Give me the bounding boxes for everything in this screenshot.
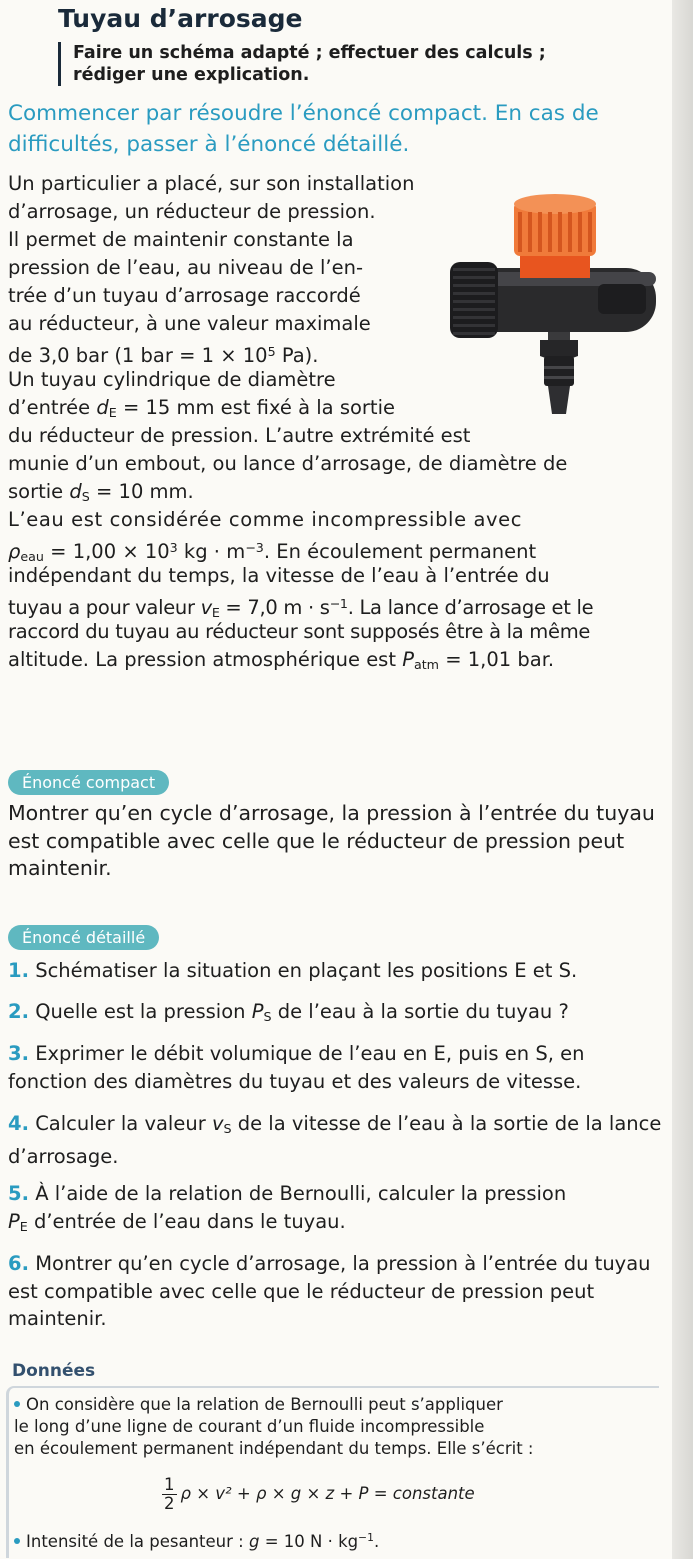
bullet-icon (14, 1401, 20, 1407)
statement-line: Un particulier a placé, sur son installation (8, 172, 415, 195)
question-5: 5. À l’aide de la relation de Bernoulli, calculer la pression $P_E$ d’entrée de l’eau dans le tuyau. (8, 1182, 567, 1234)
question-6: 6. Montrer qu’en cycle d’arrosage, la pression à l’entrée du tuyau est compatible avec celle que le réducteur de pression peut maintenir. (8, 1252, 651, 1330)
bernoulli-equation: $\frac{1}{2}$ ρ × v² + ρ × g × z + P = constante (164, 1475, 475, 1513)
compact-statement-badge: Énoncé compact (8, 770, 169, 795)
one-half-fraction: $\frac{1}{2}$ (164, 1475, 175, 1513)
page-title: Tuyau d’arrosage (58, 4, 303, 33)
pressure-reducer-image (448, 190, 670, 430)
bullet-icon (14, 1538, 20, 1544)
data-line: en écoulement permanent indépendant du temps. Elle s’écrit : (14, 1439, 534, 1458)
question-2: 2. Quelle est la pression $P_S$ de l’eau à la sortie du tuyau ? (8, 1000, 569, 1024)
data-line: Intensité de la pesanteur : g = 10 $N \cdot kg^{-1}$. (14, 1527, 654, 1553)
question-1: 1. Schématiser la situation en plaçant les positions E et S. (8, 959, 578, 982)
statement-line: indépendant du temps, la vitesse de l’eau à l’entrée du (8, 564, 550, 587)
page-edge-shadow (672, 0, 693, 1559)
statement-line: sortie $d_S = 10$ mm. (8, 480, 194, 504)
statement-line: altitude. La pression atmosphérique est $P_{atm} = 1,01$ bar. (8, 648, 555, 672)
compact-statement-text: Montrer qu’en cycle d’arrosage, la pression à l’entrée du tuyau est compatible avec celle que le réducteur de pression peut maintenir. (8, 801, 655, 880)
statement-line: raccord du tuyau au réducteur sont supposés être à la même (8, 620, 591, 643)
skill-line: rédiger une explication. (73, 65, 310, 85)
statement-line: pression de l’eau, au niveau de l’en- (8, 256, 363, 279)
skills-box (58, 42, 633, 86)
statement-line: $\rho_{eau} = 1,00 \times 10^3$ kg · $m^{-3}$. En écoulement permanent (8, 540, 537, 564)
statement-line: d’entrée $d_E = 15$ mm est fixé à la sortie (8, 396, 395, 420)
statement-line: L’eau est considérée comme incompressible avec (8, 508, 523, 531)
statement-line: du réducteur de pression. L’autre extrémité est (8, 424, 471, 447)
statement-line: Il permet de maintenir constante la (8, 228, 354, 251)
question-3: 3. Exprimer le débit volumique de l’eau en E, puis en S, en fonction des diamètres du tuyau et des valeurs de vitesse. (8, 1042, 585, 1093)
statement-line: d’arrosage, un réducteur de pression. (8, 200, 376, 223)
intro-instruction: Commencer par résoudre l’énoncé compact. En cas de difficultés, passer à l’énoncé détaillé. (8, 101, 599, 157)
detailed-statement-badge: Énoncé détaillé (8, 925, 159, 950)
skill-line: Faire un schéma adapté ; effectuer des calculs ; (73, 43, 546, 63)
statement-line: de 3,0 bar (1 bar = $1 \times 10^5$ Pa). (8, 344, 319, 367)
data-line: le long d’une ligne de courant d’un fluide incompressible (14, 1417, 485, 1436)
statement-line: tuyau a pour valeur $v_E = 7,0$ $m \cdot s^{-1}$. La lance d’arrosage et le (8, 596, 594, 620)
data-section-title: Données (12, 1361, 96, 1381)
data-line: On considère que la relation de Bernoulli peut s’appliquer (14, 1394, 654, 1416)
statement-line: munie d’un embout, ou lance d’arrosage, de diamètre de (8, 452, 568, 475)
statement-line: Un tuyau cylindrique de diamètre (8, 368, 336, 391)
statement-line: trée d’un tuyau d’arrosage raccordé (8, 284, 361, 307)
statement-line: au réducteur, à une valeur maximale (8, 312, 371, 335)
question-4: 4. Calculer la valeur $v_S$ de la vitesse de l’eau à la sortie de la lance d’arrosage. (8, 1112, 662, 1168)
